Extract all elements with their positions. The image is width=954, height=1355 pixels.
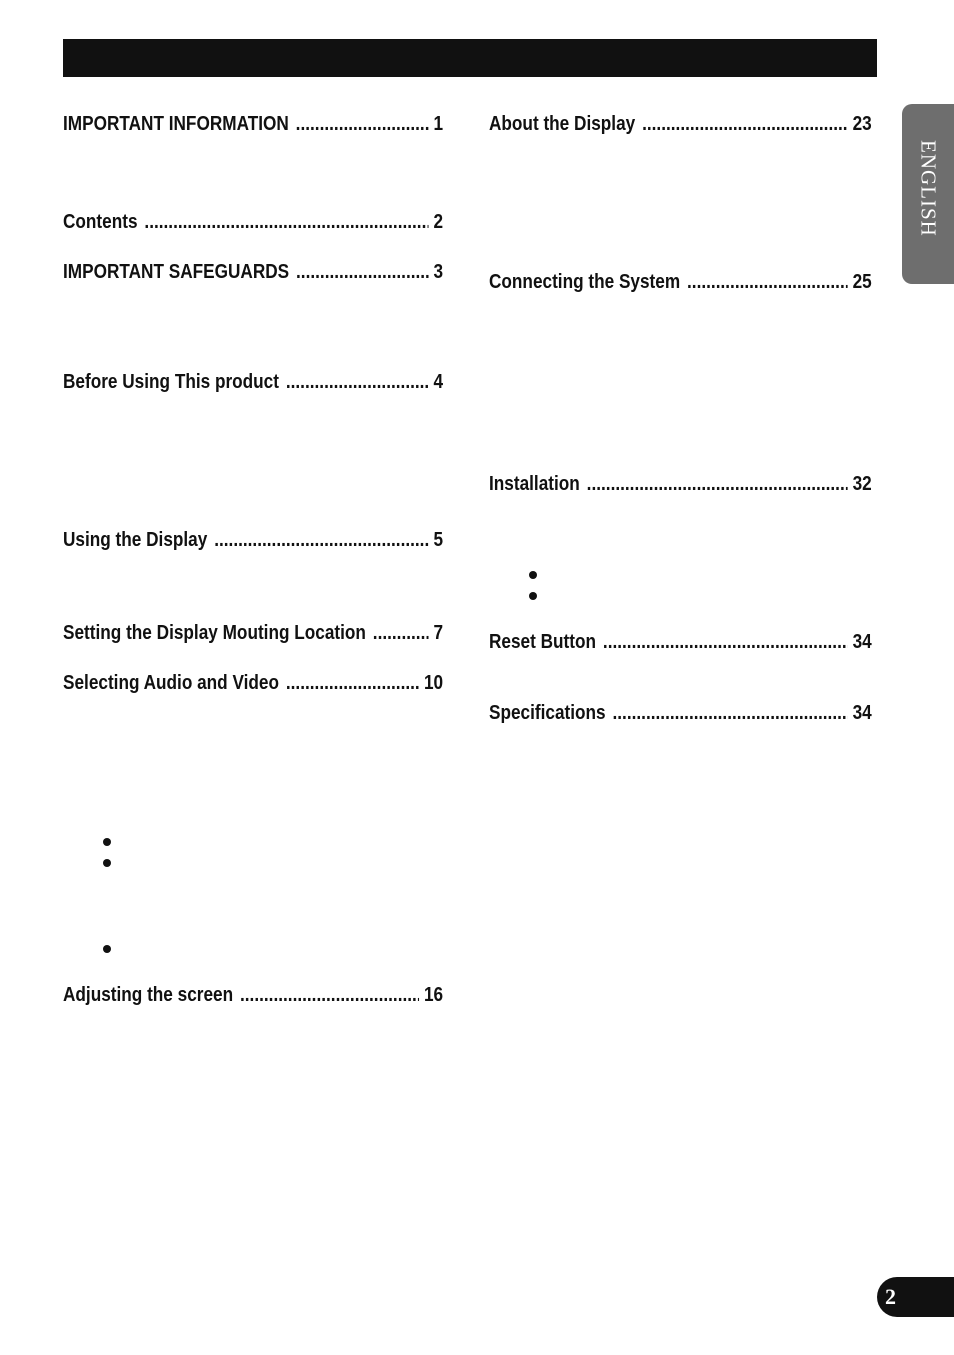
toc-page-number: 4 [433,371,444,393]
toc-page-number: 3 [433,261,444,283]
toc-page-number: 2 [433,211,444,233]
toc-page-number: 34 [852,702,872,724]
dot-leader [296,110,429,138]
page-number: 2 [885,1284,896,1309]
toc-page-number: 34 [852,631,872,653]
toc-entry-adjusting-screen[interactable] [63,981,443,1009]
toc-title: Installation [489,473,580,495]
toc-page-number: 32 [852,473,872,495]
toc-page-number: 25 [852,271,872,293]
toc-page-number: 10 [423,672,444,694]
toc-entry-audio-video[interactable] [63,669,443,697]
dot-leader [214,526,428,554]
toc-title: Before Using This product [63,371,279,393]
toc-entry-contents[interactable] [63,208,443,236]
toc-entry-mounting-location[interactable] [63,619,443,647]
toc-title: Connecting the System [489,271,681,293]
bullet-icon [103,859,111,867]
toc-page-number: 5 [433,529,444,551]
bullet-icon [103,945,111,953]
bullet-icon [103,838,111,846]
dot-leader [144,208,428,236]
language-tab [902,104,954,284]
toc-page-number: 7 [433,622,444,644]
toc-entry-specifications[interactable] [489,699,872,727]
toc-entry-about-display[interactable] [489,110,872,138]
toc-title: Reset Button [489,631,597,653]
header-bar [63,39,877,77]
toc-entry-reset-button[interactable] [489,628,872,656]
dot-leader [587,470,848,498]
toc-title: Contents [63,211,138,233]
dot-leader [642,110,847,138]
language-tab-label: ENGLISH [916,140,941,237]
toc-page-number: 23 [852,113,872,135]
toc-page-number: 16 [423,984,444,1006]
dot-leader [603,628,847,656]
toc-title: IMPORTANT SAFEGUARDS [63,261,290,283]
toc-title: Using the Display [63,529,208,551]
dot-leader [286,368,429,396]
bullet-icon [529,592,537,600]
toc-entry-using-display[interactable] [63,526,443,554]
toc-title: About the Display [489,113,636,135]
dot-leader [296,258,428,286]
toc-page-number: 1 [433,113,444,135]
dot-leader [240,981,419,1009]
dot-leader [286,669,419,697]
toc-title: Specifications [489,702,606,724]
dot-leader [373,619,429,647]
toc-entry-installation[interactable] [489,470,872,498]
bullet-icon [529,571,537,579]
toc-entry-connecting-system[interactable] [489,268,872,296]
toc-title: Setting the Display Mouting Location [63,622,366,644]
toc-entry-important-information[interactable] [63,110,443,138]
toc-title: Selecting Audio and Video [63,672,279,694]
toc-title: Adjusting the screen [63,984,234,1006]
dot-leader [613,699,848,727]
toc-entry-important-safeguards[interactable] [63,258,443,286]
page-number-badge [877,1277,954,1317]
dot-leader [687,268,847,296]
toc-entry-before-using[interactable] [63,368,443,396]
toc-title: IMPORTANT INFORMATION [63,113,289,135]
